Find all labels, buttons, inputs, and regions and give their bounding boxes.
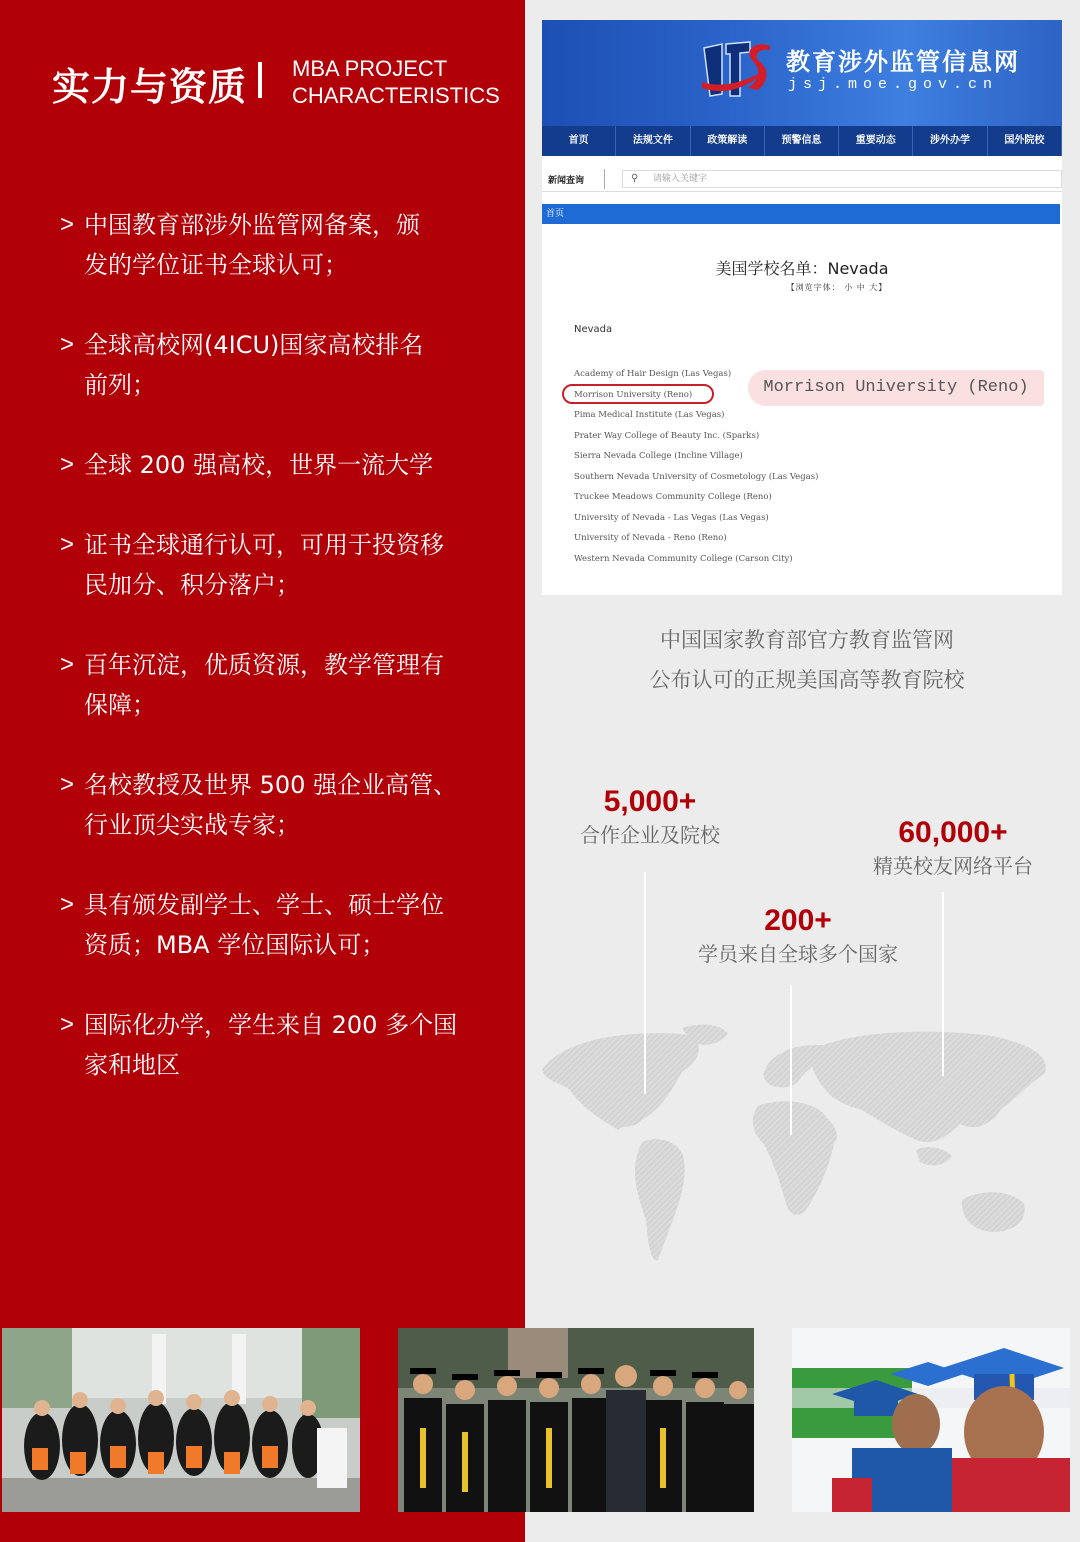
site-nav — [542, 126, 1062, 156]
search-placeholder: 请输入关键字 — [653, 174, 708, 184]
feature-line: 家和地区 — [84, 1051, 180, 1079]
list-item: Western Nevada Community College (Carson City) — [574, 553, 793, 564]
feature-line: 中国教育部涉外监管网备案，颁 — [84, 211, 420, 239]
feature-item — [60, 205, 460, 285]
subtitle-line-1: MBA PROJECT — [292, 56, 448, 81]
chevron-right-icon: > — [60, 1011, 75, 1038]
feature-item — [60, 885, 460, 965]
nav-item-laws[interactable]: 法规文件 — [616, 126, 690, 156]
list-item: Pima Medical Institute (Las Vegas) — [574, 410, 725, 420]
breadcrumb[interactable]: 首页 — [542, 204, 1060, 224]
nav-item-foreign-schools[interactable]: 国外院校 — [988, 126, 1062, 156]
site-logo-icon — [700, 38, 772, 100]
feature-line: 发的学位证书全球认可； — [84, 251, 348, 279]
stat-label: 学员来自全球多个国家 — [698, 942, 898, 966]
feature-line: 全球高校网(4ICU)国家高校排名 — [84, 331, 424, 359]
feature-item — [60, 1005, 460, 1085]
list-item: Prater Way College of Beauty Inc. (Sparks) — [574, 430, 760, 441]
feature-item — [60, 765, 460, 845]
chevron-right-icon: > — [60, 331, 75, 358]
school-list-title: 美国学校名单：Nevada — [715, 259, 889, 278]
stat-connector — [942, 892, 944, 1076]
feature-line: 名校教授及世界 500 强企业高管、 — [84, 771, 458, 799]
nav-item-foreign-schooling[interactable]: 涉外办学 — [913, 126, 987, 156]
list-item: Morrison University (Reno) — [574, 389, 693, 400]
feature-item — [60, 445, 460, 485]
feature-line: 行业顶尖实战专家； — [84, 811, 300, 839]
stat-value: 60,000+ — [898, 816, 1008, 849]
stat-connector — [790, 985, 792, 1135]
feature-item — [60, 325, 460, 405]
chevron-right-icon: > — [60, 771, 75, 798]
search-input[interactable] — [622, 170, 1062, 188]
news-search-bar — [542, 166, 1062, 192]
site-header — [542, 20, 1062, 126]
highlight-oval — [562, 384, 714, 404]
left-panel — [0, 0, 525, 1542]
website-screenshot — [542, 20, 1062, 595]
subtitle-line-2: CHARACTERISTICS — [292, 83, 500, 108]
feature-line: 国际化办学，学生来自 200 多个国 — [84, 1011, 458, 1039]
site-name: 教育涉外监管信息网 — [786, 47, 1020, 76]
nav-item-policy[interactable]: 政策解读 — [691, 126, 765, 156]
list-item: Southern Nevada University of Cosmetology (Las Vegas) — [574, 471, 819, 482]
graduates-gowns-photo-icon — [398, 1328, 754, 1512]
list-item: University of Nevada - Las Vegas (Las Vegas) — [574, 512, 769, 523]
news-search-label: 新闻查询 — [548, 176, 585, 186]
stat-label: 精英校友网络平台 — [873, 854, 1033, 878]
nav-item-news[interactable]: 重要动态 — [839, 126, 913, 156]
chevron-right-icon: > — [60, 531, 75, 558]
list-item: Truckee Meadows Community College (Reno) — [574, 492, 772, 502]
graduation-caps-photo-icon — [792, 1328, 1070, 1512]
nav-item-warnings[interactable]: 预警信息 — [765, 126, 839, 156]
page-title: 实力与资质 — [52, 65, 248, 109]
chevron-right-icon: > — [60, 651, 75, 678]
search-icon: ⚲ — [631, 173, 639, 184]
stat-countries — [683, 903, 913, 969]
feature-line: 保障； — [84, 691, 156, 719]
feature-line: 具有颁发副学士、学士、硕士学位 — [84, 891, 444, 919]
graduates-group-photo-icon — [2, 1328, 360, 1512]
feature-line: 前列； — [84, 371, 156, 399]
list-item: University of Nevada - Reno (Reno) — [574, 533, 727, 543]
feature-line: 证书全球通行认可，可用于投资移 — [84, 531, 444, 559]
feature-line: 资质；MBA 学位国际认可； — [84, 931, 386, 959]
caption-line-2: 公布认可的正规美国高等教育院校 — [649, 668, 965, 692]
feature-item — [60, 525, 460, 605]
page-subtitle — [292, 55, 500, 109]
nav-item-home[interactable]: 首页 — [542, 126, 616, 156]
feature-line: 全球 200 强高校，世界一流大学 — [84, 451, 434, 479]
feature-line: 百年沉淀，优质资源，教学管理有 — [84, 651, 444, 679]
world-map-icon — [532, 1020, 1072, 1290]
list-item: Academy of Hair Design (Las Vegas) — [574, 369, 732, 379]
font-size-options[interactable]: 【浏览字体： 小 中 大】 — [786, 283, 888, 292]
stat-value: 5,000+ — [603, 785, 697, 818]
list-item: Sierra Nevada College (Incline Village) — [574, 451, 743, 461]
divider — [604, 169, 605, 189]
stat-label: 合作企业及院校 — [580, 823, 720, 847]
caption-line-1: 中国国家教育部官方教育监管网 — [660, 628, 954, 652]
site-url: jsj.moe.gov.cn — [788, 76, 999, 93]
stat-connector — [644, 872, 646, 1094]
feature-line: 民加分、积分落户； — [84, 571, 300, 599]
stat-alumni — [858, 815, 1048, 881]
stat-value: 200+ — [764, 904, 832, 937]
feature-item — [60, 645, 460, 725]
screenshot-caption — [542, 620, 1072, 700]
state-label: Nevada — [574, 324, 613, 335]
chevron-right-icon: > — [60, 891, 75, 918]
title-divider — [258, 62, 262, 98]
chevron-right-icon: > — [60, 211, 75, 238]
stat-partners — [565, 784, 735, 850]
chevron-right-icon: > — [60, 451, 75, 478]
highlight-callout: Morrison University (Reno) — [748, 370, 1044, 406]
